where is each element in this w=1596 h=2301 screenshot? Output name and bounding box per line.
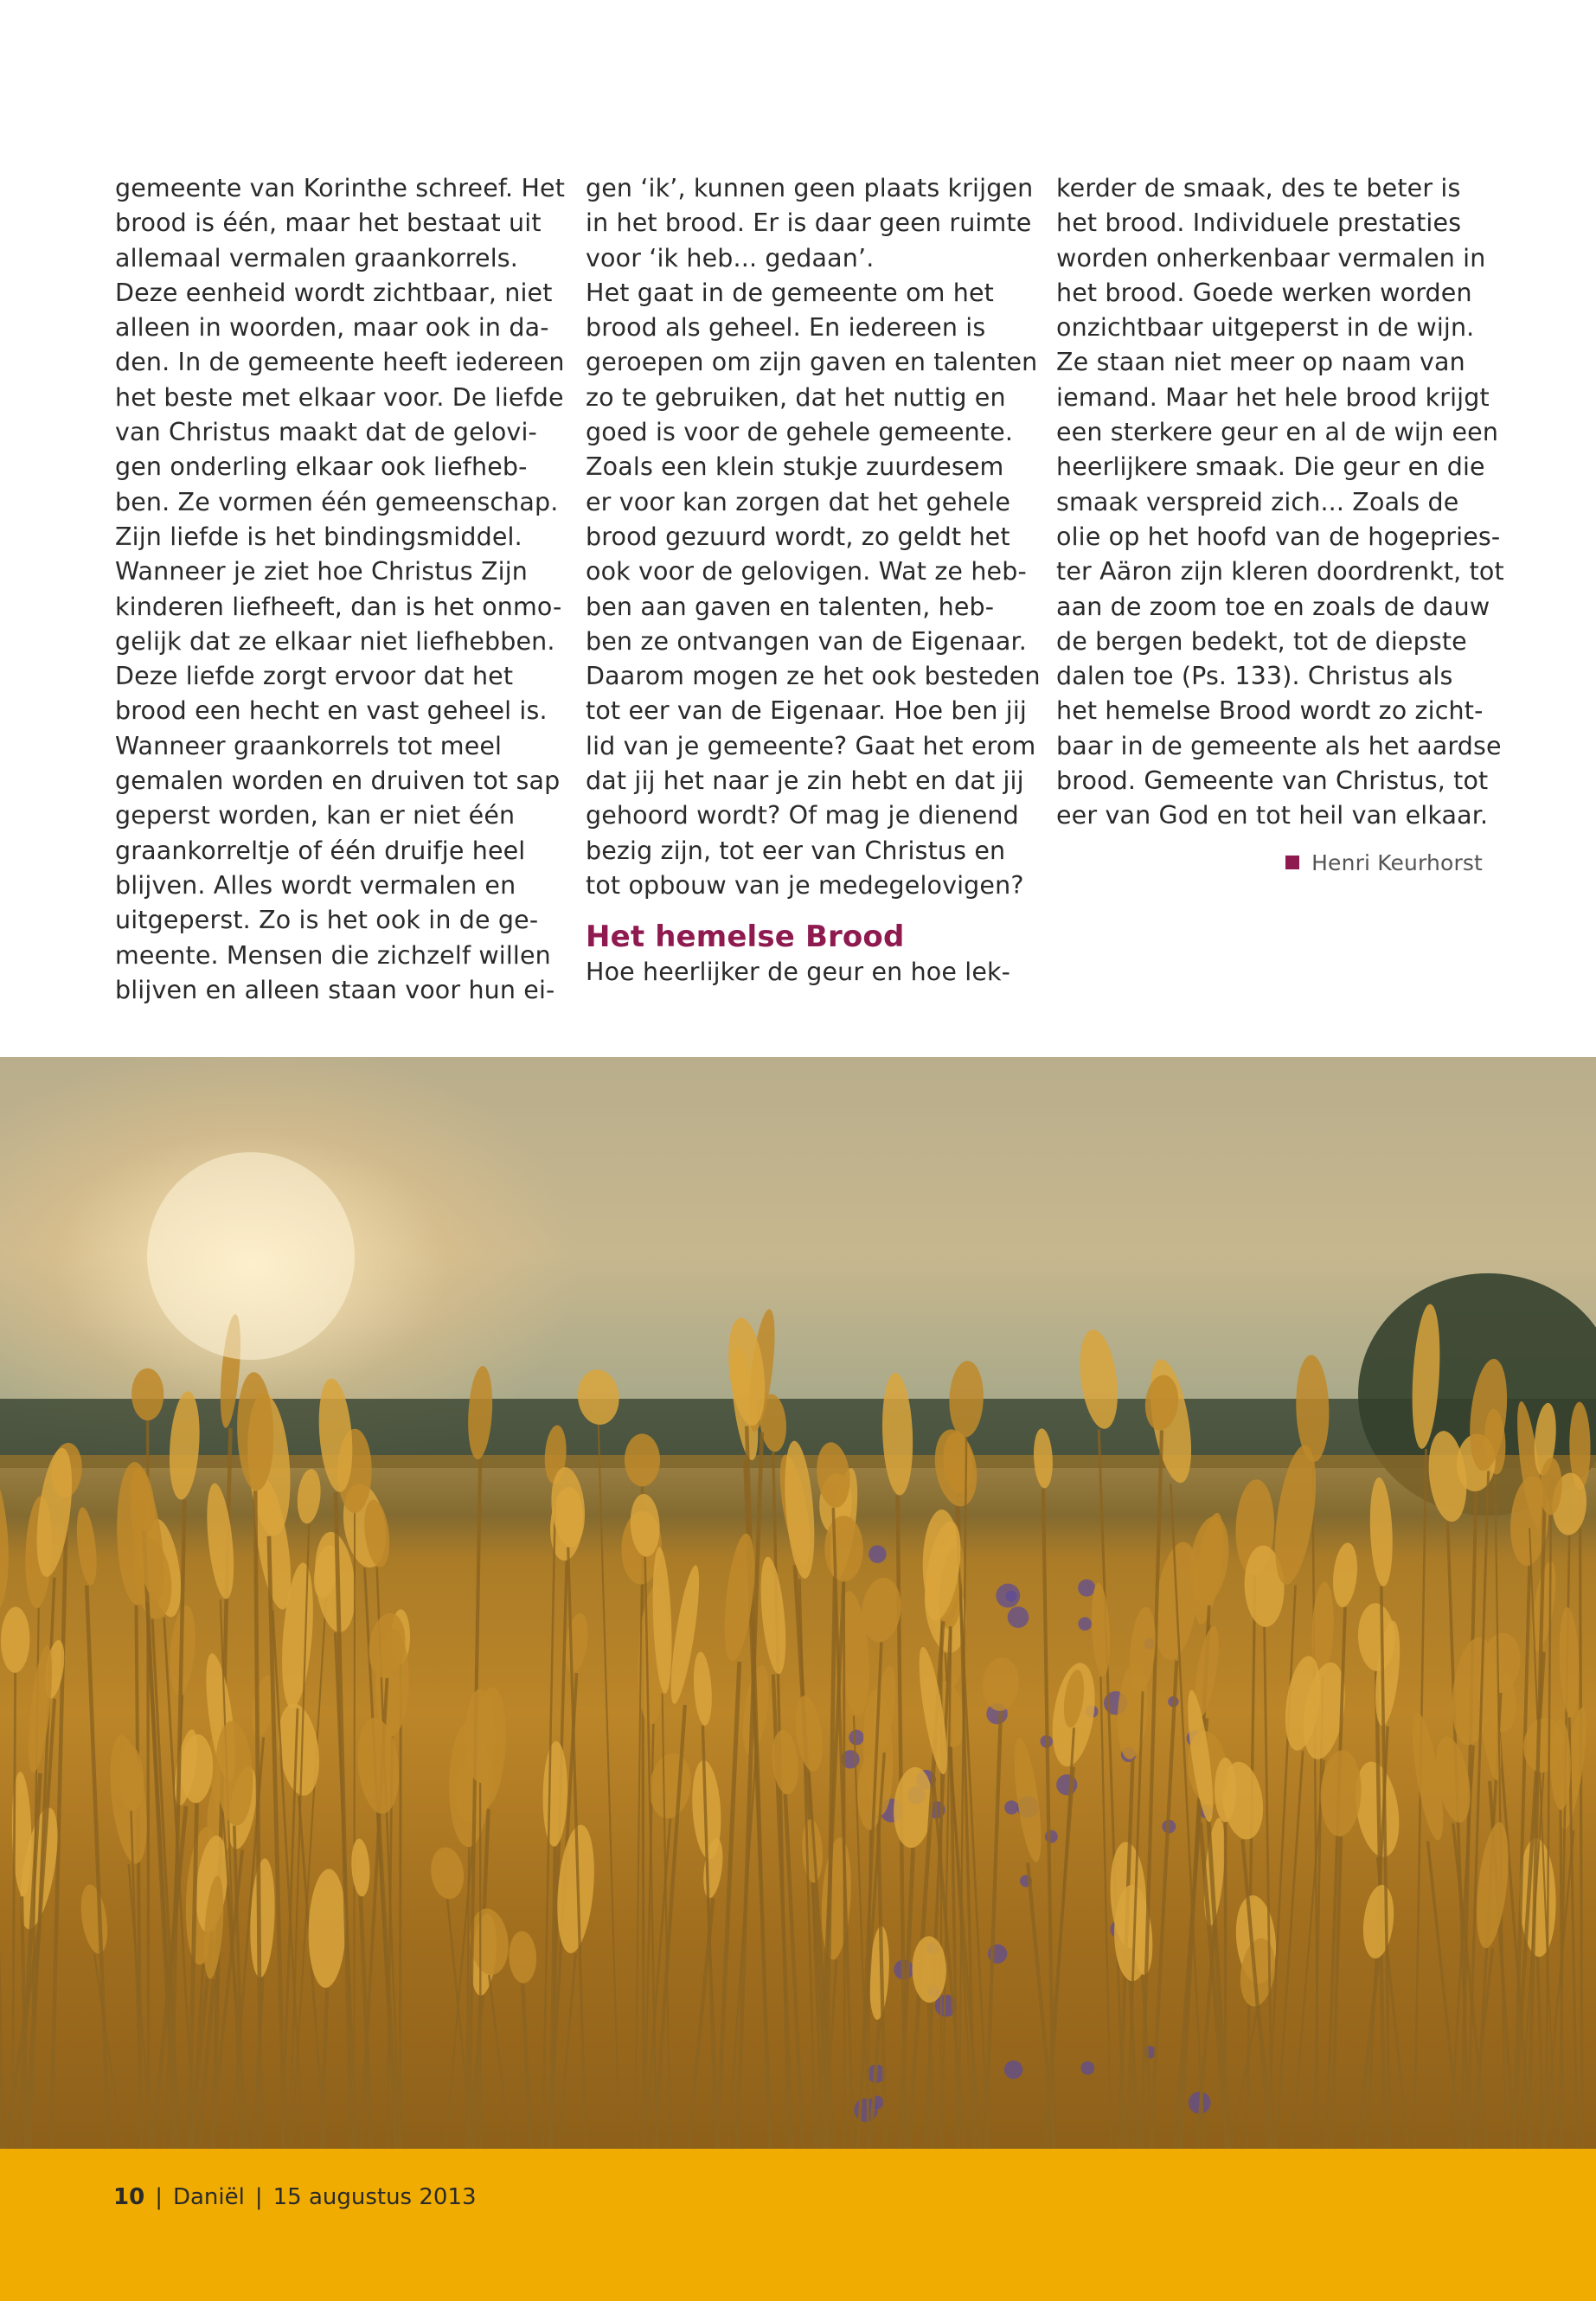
author-name: Henri Keurhorst [1311,849,1483,875]
footer-separator: | [155,2184,163,2210]
text-line: kinderen liefheeft, dan is het onmo- [115,592,562,621]
footer-info [113,2184,477,2210]
text-line: gemalen worden en druiven tot sap [115,766,561,796]
text-line: een sterkere geur en al de wijn een [1056,418,1499,447]
wheat-field-photo [0,1057,1596,2149]
text-line: gelijk dat ze elkaar niet liefhebben. [115,626,555,656]
text-line: gen ‘ik’, kunnen geen plaats krijgen [586,174,1034,202]
magazine-name: Daniël [172,2184,245,2210]
text-line: meente. Mensen die zichzelf willen [115,940,551,970]
text-line: baar in de gemeente als het aardse [1056,731,1502,760]
text-line: uitgeperst. Zo is het ook in de ge- [115,906,539,935]
text-line: Wanneer graankorrels tot meel [115,731,503,760]
text-line: ook voor de gelovigen. Wat ze heb- [586,557,1027,586]
section-heading: Het hemelse Brood [586,920,905,955]
text-line: voor ‘ik heb... gedaan’. [586,243,875,272]
text-line: graankorreltje of één druifje heel [115,836,526,865]
text-line: zo te gebruiken, dat het nuttig en [586,382,1006,412]
text-line: brood. Gemeente van Christus, tot [1056,766,1489,796]
text-line: gehoord wordt? Of mag je dienend [586,801,1019,830]
text-line: brood is één, maar het bestaat uit [115,208,542,238]
text-line: de bergen bedekt, tot de diepste [1056,626,1467,656]
text-line: tot opbouw van je medegelovigen? [586,870,1024,900]
footer-band [0,2149,1596,2301]
text-line: gemeente van Korinthe schreef. Het [115,174,566,202]
text-line: Het gaat in de gemeente om het [586,278,994,307]
text-line: Ze staan niet meer op naam van [1056,348,1465,377]
text-line: van Christus maakt dat de gelovi- [115,418,537,447]
byline-square-icon [1285,856,1299,869]
text-line: Zijn liefde is het bindingsmiddel. [115,522,522,551]
text-line: dalen toe (Ps. 133). Christus als [1056,662,1453,691]
footer-separator: | [254,2184,263,2210]
text-line: ter Aäron zijn kleren doordrenkt, tot [1056,557,1504,586]
text-line: ben ze ontvangen van de Eigenaar. [586,626,1027,656]
text-line: bezig zijn, tot eer van Christus en [586,836,1006,865]
text-line: aan de zoom toe en zoals de dauw [1056,592,1490,621]
text-line: goed is voor de gehele gemeente. [586,418,1014,447]
text-line: worden onherkenbaar vermalen in [1056,243,1486,272]
text-line: het hemelse Brood wordt zo zicht- [1056,696,1484,726]
wheat-field-illustration [0,1057,1596,2149]
text-line: kerder de smaak, des te beter is [1056,174,1461,202]
text-line: het brood. Individuele prestaties [1056,208,1462,238]
text-line: heerlijkere smaak. Die geur en die [1056,452,1485,482]
column-2-body [586,171,1041,903]
text-line: er voor kan zorgen dat het gehele [586,487,1011,516]
text-line: het beste met elkaar voor. De liefde [115,382,564,412]
text-line: brood een hecht en vast geheel is. [115,696,548,726]
text-line: brood als geheel. En iedereen is [586,313,986,343]
text-line: iemand. Maar het hele brood krijgt [1056,382,1490,412]
text-line: het brood. Goede werken worden [1056,278,1472,307]
text-line: blijven. Alles wordt vermalen en [115,870,516,900]
text-line: allemaal vermalen graankorrels. [115,243,518,272]
text-line: dat jij het naar je zin hebt en dat jij [586,766,1024,796]
text-line: eer van God en tot heil van elkaar. [1056,801,1489,830]
article-column-1 [115,171,566,1008]
page-number: 10 [113,2184,145,2210]
text-line: blijven en alleen staan voor hun ei- [115,975,555,1004]
article-column-3 [1056,171,1504,881]
issue-date: 15 augustus 2013 [272,2184,477,2210]
text-line: Zoals een klein stukje zuurdesem [586,452,1004,482]
text-line: onzichtbaar uitgeperst in de wijn. [1056,313,1475,343]
text-line: Hoe heerlijker de geur en hoe lek- [586,958,1011,987]
text-line: geperst worden, kan er niet één [115,801,516,830]
text-line: ben aan gaven en talenten, heb- [586,592,995,621]
text-line: in het brood. Er is daar geen ruimte [586,208,1032,238]
text-line: alleen in woorden, maar ook in da- [115,313,549,343]
column-2-continued [586,955,1018,990]
author-byline [1056,846,1483,881]
text-line: ben. Ze vormen één gemeenschap. [115,487,559,516]
article-column-2 [586,171,1041,990]
text-line: smaak verspreid zich... Zoals de [1056,487,1459,516]
text-line: Deze liefde zorgt ervoor dat het [115,662,514,691]
column-3-body [1056,171,1504,834]
text-line: den. In de gemeente heeft iedereen [115,348,565,377]
text-line: Deze eenheid wordt zichtbaar, niet [115,278,553,307]
text-line: brood gezuurd wordt, zo geldt het [586,522,1010,551]
text-line: olie op het hoofd van de hogepries- [1056,522,1501,551]
text-line: tot eer van de Eigenaar. Hoe ben jij [586,696,1027,726]
text-line: Daarom mogen ze het ook besteden [586,662,1041,691]
text-line: gen onderling elkaar ook liefheb- [115,452,528,482]
text-line: lid van je gemeente? Gaat het erom [586,731,1036,760]
text-line: geroepen om zijn gaven en talenten [586,348,1038,377]
text-line: Wanneer je ziet hoe Christus Zijn [115,557,529,586]
